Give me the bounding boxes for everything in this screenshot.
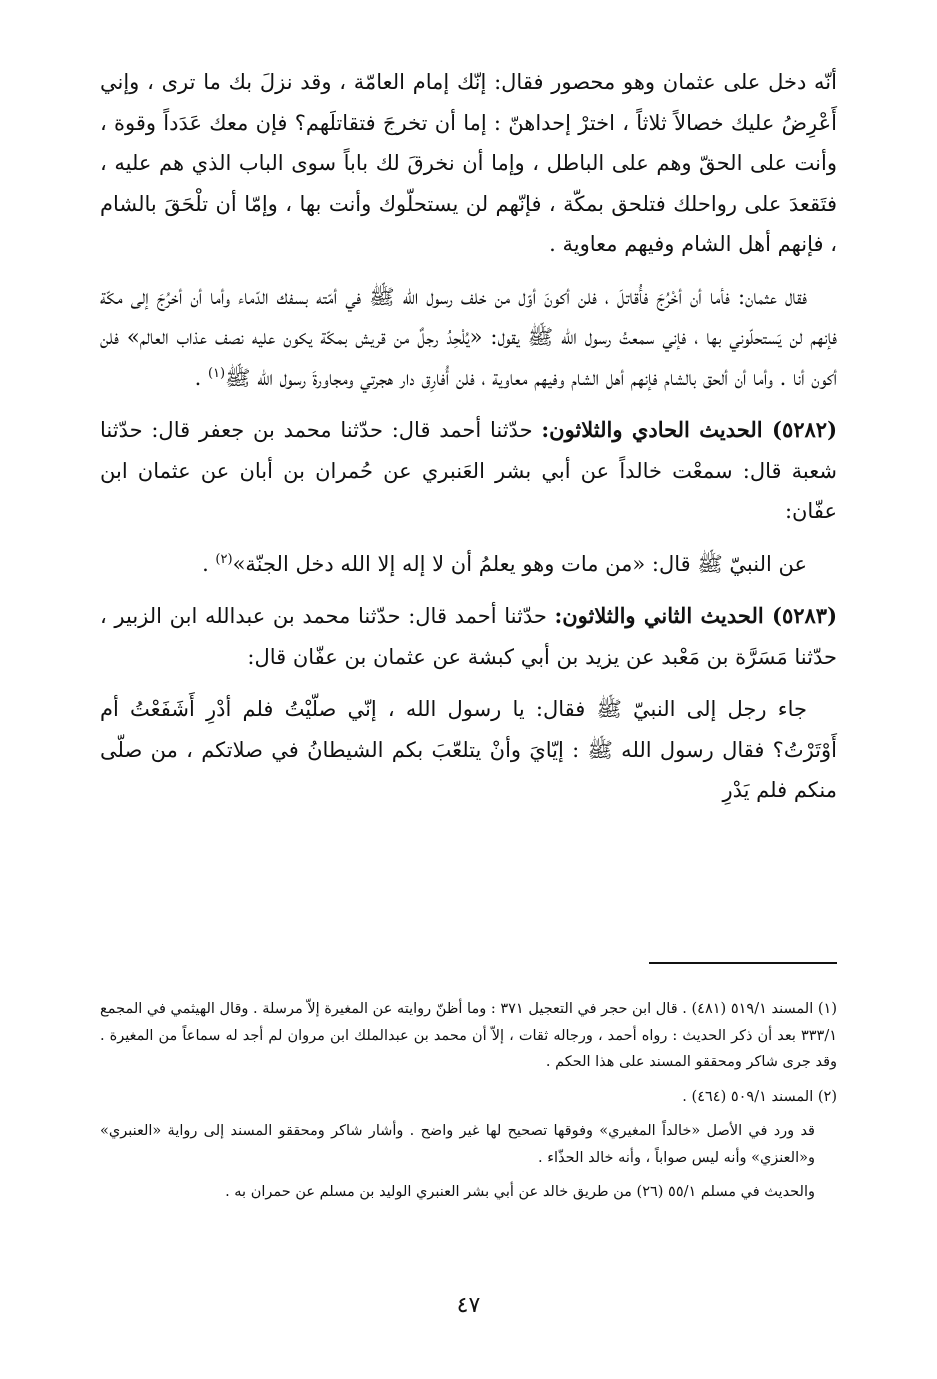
paragraph-text: أنّه دخل على عثمان وهو محصور فقال: إنّك إمام العامّة ، وقد نزلَ بك ما ترى ، وإني أَعْرِضُ عليك خصالاً ثلاثاً ، اخترْ إحداهنّ : إما أن تخرجَ فتقاتلَهم؟ فإن معك عَدَداً وقوة ، وأنت على الحقّ وهم على الباطل ، وإما أن نخرقَ لك باباً سوى الباب الذي هم عليه ، فتَقعدَ على رواحلك فتلحق بمكّة ، فإنّهم لن يستحلّوك وأنت بها ، وإمّا أن تلْحَقَ بالشام ، فإنهم أهل الشام وفيهم معاوية . <box>100 70 837 256</box>
main-text <box>100 62 837 811</box>
footnote-ref-2: (٢) <box>215 551 233 567</box>
footnote-ref-1: (١) <box>207 365 226 381</box>
hadith-5283-matn <box>100 689 837 811</box>
paragraph-end: . <box>202 551 216 576</box>
footnotes <box>100 996 837 1206</box>
hadith-5282-text: عن النبيّ ﷺ قال: «من مات وهو يعلمُ أن لا إله إلا الله دخل الجنّة» <box>232 551 807 576</box>
paragraph-text: فقال عثمان: فأما أن أخْرُجَ فأُقاتلَ ، فلن أكونَ أوّل من خلف رسول الله ﷺ في أمّته بسفك الدّماء وأما أن أخرُجَ إلى مكّة فإنهم لن يَستحلّوني بها ، فإني سمعتُ رسول الله ﷺ يقول: «يُلْحِدُ رجلٌ من قريش بمكّة يكون عليه نصف عذاب العالم» فلن أكون أنا . وأما أن ألحق بالشام فإنهم أهل الشام وفيهم معاوية ، فلن أُفارِق دار هجرتي ومجاورةَ رسول الله ﷺ <box>100 284 837 390</box>
hadith-5282-title: (٥٢٨٢) الحديث الحادي والثلاثون: <box>541 417 837 442</box>
paragraph-end: . <box>194 365 208 390</box>
footnote-2-note-2: والحديث في مسلم ٥٥/١ (٢٦) من طريق خالد عن أبي بشر العنبري الوليد بن مسلم عن حمران به . <box>225 1184 815 1200</box>
hadith-5283-isnad <box>100 596 837 677</box>
footnote-2: (٢) المسند ٥٠٩/١ (٤٦٤) . <box>682 1088 837 1105</box>
footnote-2-note-1: قد ورد في الأصل «خالداً المغيري» وفوقها تصحيح لها غير واضح . وأشار شاكر ومحققو المسند إلى رواية «العنبري» و«العنزي» وأنه ليس صواباً ، وأنه خالد الحذّاء . <box>100 1123 815 1166</box>
footnote-1: (١) المسند ٥١٩/١ (٤٨١) . قال ابن حجر في التعجيل ٣٧١ : وما أظنّ روايته عن المغيرة إلاّ مرسلة . وقال الهيثمي في المجمع ٣٣٣/١ بعد أن ذكر الحديث : رواه أحمد ، ورجاله ثقات ، إلاّ أن محمد بن عبدالملك ابن مروان لم أجد له سماعاً من المغيرة . وقد جرى شاكر ومحققو المسند على هذا الحكم . <box>100 1001 837 1070</box>
hadith-5283-title: (٥٢٨٣) الحديث الثاني والثلاثون: <box>554 603 837 628</box>
hadith-5283-text: جاء رجل إلى النبيّ ﷺ فقال: يا رسول الله ، إنّي صلّيْتُ فلم أدْرِ أَشَفَعْتُ أم أَوْتَرْتُ؟ فقال رسول الله ﷺ : إيّايَ وأنْ يتلعّبَ بكم الشيطانُ في صلاتكم ، من صلّى منكم فلم يَدْرِ <box>100 697 838 802</box>
hadith-5283-chain: حدّثنا أحمد قال: حدّثنا محمد بن عبدالله ابن الزبير ، حدّثنا مَسَرَّة بن مَعْبد عن يزيد بن أبي كبشة عن عثمان بن عفّان قال: <box>100 604 837 669</box>
paragraph-uthman-siege <box>100 62 837 265</box>
hadith-5282-matn <box>100 544 837 585</box>
hadith-5282-isnad <box>100 410 837 532</box>
footnote-divider <box>649 962 837 964</box>
hadith-5282-chain: حدّثنا أحمد قال: حدّثنا محمد بن جعفر قال: حدّثنا شعبة قال: سمعْت خالداً عن أبي بشر العَنبري عن حُمران بن أبان عن عثمان ابن عفّان: <box>100 418 837 523</box>
page-number: ٤٧ <box>456 1293 481 1318</box>
paragraph-uthman-reply <box>100 277 837 399</box>
